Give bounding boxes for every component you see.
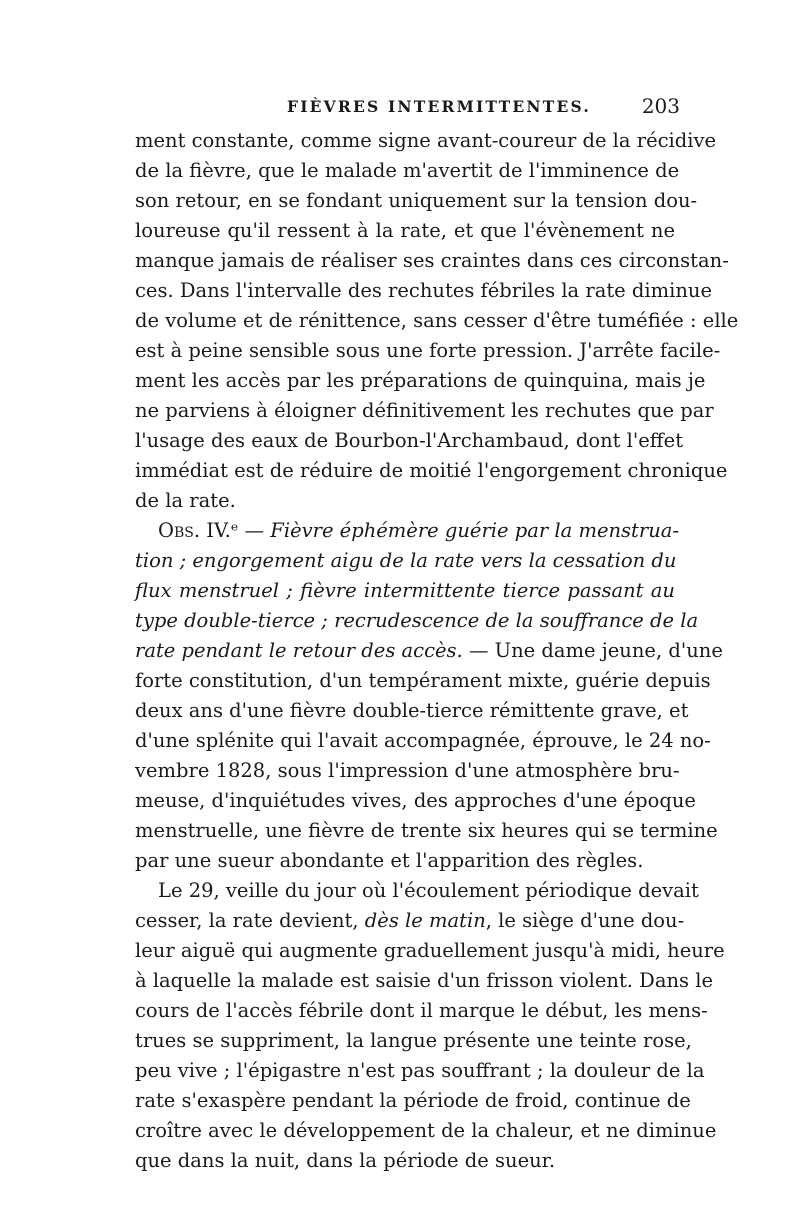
text-line: l'usage des eaux de Bourbon-l'Archambaud, dont l'effet <box>135 429 684 452</box>
text-line: deux ans d'une fièvre double-tierce rémittente grave, et <box>135 699 689 722</box>
observation-title-line: type double-tierce ; recrudescence de la souffrance de la <box>135 609 699 632</box>
italic-phrase: dès le matin <box>364 909 486 932</box>
text-span: cesser, la rate devient, <box>135 909 365 932</box>
text-span: , le siège d'une dou- <box>485 909 685 932</box>
text-line: est à peine sensible sous une forte pression. J'arrête facile- <box>135 339 721 362</box>
text-line: peu vive ; l'épigastre n'est pas souffrant ; la douleur de la <box>135 1059 705 1082</box>
observation-title-line: tion ; engorgement aigu de la rate vers la cessation du <box>135 549 677 572</box>
observation-title-end: rate pendant le retour des accès. <box>135 639 463 662</box>
page-header <box>132 94 680 121</box>
observation-dash: — <box>238 519 271 542</box>
text-line: meuse, d'inquiétudes vives, des approches d'une époque <box>135 789 696 812</box>
observation-title: Fièvre éphémère guérie par la menstrua- <box>270 519 679 542</box>
text-line: cours de l'accès fébrile dont il marque le début, les mens- <box>135 999 708 1022</box>
text-line: de volume et de rénittence, sans cesser d'être tuméfiée : elle <box>135 309 739 332</box>
text-line: de la rate. <box>135 489 236 512</box>
text-line: leur aiguë qui augmente graduellement jusqu'à midi, heure <box>135 939 725 962</box>
text-line: d'une splénite qui l'avait accompagnée, éprouve, le 24 no- <box>135 729 711 752</box>
text-line: ces. Dans l'intervalle des rechutes fébriles la rate diminue <box>135 279 713 302</box>
text-line: immédiat est de réduire de moitié l'engorgement chronique <box>135 459 728 482</box>
page-number: 203 <box>641 94 680 118</box>
text-line: de la fièvre, que le malade m'avertit de l'imminence de <box>135 159 680 182</box>
text-line: ment constante, comme signe avant-coureur de la récidive <box>135 129 717 152</box>
observation-body-start: — Une dame jeune, d'une <box>462 639 723 662</box>
observation-title-line: flux menstruel ; fièvre intermittente tierce passant au <box>135 579 675 602</box>
text-line: trues se suppriment, la langue présente une teinte rose, <box>135 1029 692 1052</box>
text-line: son retour, en se fondant uniquement sur la tension dou- <box>135 189 698 212</box>
text-line: rate s'exaspère pendant la période de froid, continue de <box>135 1089 691 1112</box>
text-line: Le 29, veille du jour où l'écoulement périodique devait <box>158 879 699 902</box>
text-line: ne parviens à éloigner définitivement les rechutes que par <box>135 399 714 422</box>
text-line: forte constitution, d'un tempérament mixte, guérie depuis <box>135 669 711 692</box>
observation-label: Obs. IV.ᵉ <box>158 519 239 542</box>
text-line: loureuse qu'il ressent à la rate, et que l'évènement ne <box>135 219 675 242</box>
running-title: FIÈVRES INTERMITTENTES. <box>287 97 591 116</box>
observation-heading <box>158 516 679 546</box>
text-line: ment les accès par les préparations de quinquina, mais je <box>135 369 706 392</box>
text-line <box>135 636 723 666</box>
text-line: à laquelle la malade est saisie d'un frisson violent. Dans le <box>135 969 713 992</box>
text-line: par une sueur abondante et l'apparition des règles. <box>135 849 644 872</box>
text-line: manque jamais de réaliser ses craintes dans ces circonstan- <box>135 249 729 272</box>
text-line: que dans la nuit, dans la période de sueur. <box>135 1149 556 1172</box>
text-line <box>135 906 685 936</box>
text-line: menstruelle, une fièvre de trente six heures qui se termine <box>135 819 718 842</box>
text-line: vembre 1828, sous l'impression d'une atmosphère bru- <box>135 759 680 782</box>
text-line: croître avec le développement de la chaleur, et ne diminue <box>135 1119 717 1142</box>
